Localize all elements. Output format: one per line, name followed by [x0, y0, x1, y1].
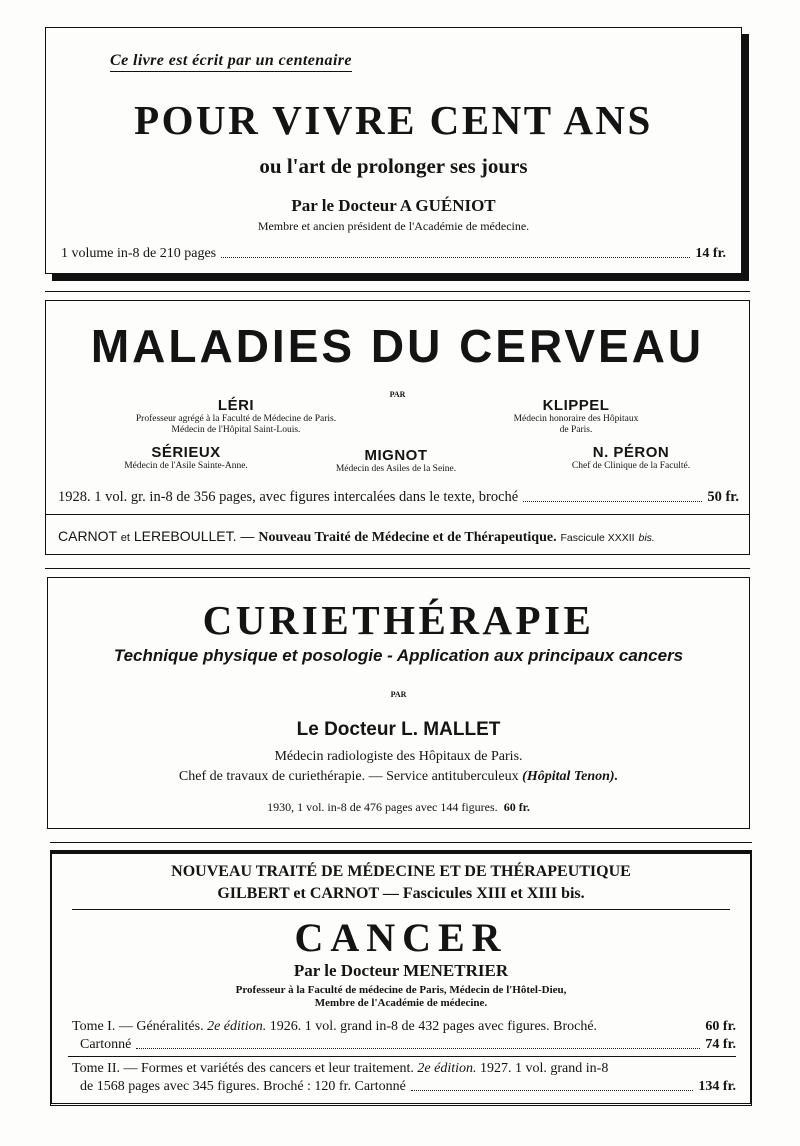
par-label: PAR	[389, 390, 406, 399]
series-title: Nouveau Traité de Médecine et de Thérapeutique.	[258, 530, 557, 545]
author-serieux	[86, 444, 286, 472]
ad-curietherapie	[47, 577, 750, 829]
author-desc: Médecin de l'Hôpital Saint-Louis.	[171, 425, 301, 435]
author-desc: Médecin honoraire des Hôpitaux	[513, 414, 639, 424]
separator-rule	[45, 568, 750, 569]
dot-leader	[136, 1037, 700, 1049]
book-subtitle: Technique physique et posologie - Application aux principaux cancers	[113, 646, 684, 665]
series-editor: CARNOT	[58, 528, 117, 544]
publication-info	[58, 489, 739, 506]
par-label: PAR	[390, 690, 407, 699]
author-name: LÉRI	[217, 397, 255, 414]
author-leri	[86, 397, 386, 436]
author-desc: Professeur agrégé à la Faculté de Médecine de Paris.	[135, 414, 337, 424]
author-name: SÉRIEUX	[151, 444, 221, 461]
price: 60 fr.	[705, 1019, 736, 1034]
publication-info	[48, 800, 749, 815]
author-credential	[48, 769, 749, 785]
book-subtitle: ou l'art de prolonger ses jours	[259, 154, 528, 178]
binding-label: Cartonné	[80, 1037, 132, 1052]
author-credential: Professeur à la Faculté de médecine de Paris, Médecin de l'Hôtel-Dieu,	[235, 984, 567, 996]
author-klippel	[466, 397, 686, 436]
author-name: MIGNOT	[364, 447, 428, 464]
publication-text: 1930, 1 vol. in-8 de 476 pages avec 144 figures.	[267, 800, 498, 814]
divider-rule	[72, 909, 730, 910]
publication-text: 1928. 1 vol. gr. in-8 de 356 pages, avec figures intercalées dans le texte, broché	[58, 489, 519, 505]
book-title: POUR VIVRE CENT ANS	[134, 97, 653, 143]
series-title: NOUVEAU TRAITÉ DE MÉDECINE ET DE THÉRAPEUTIQUE	[171, 863, 631, 880]
edition: 2e édition.	[417, 1061, 477, 1076]
author-line: Par le Docteur A GUÉNIOT	[291, 196, 496, 215]
price: 14 fr.	[695, 246, 726, 261]
author-name: N. PÉRON	[592, 444, 670, 461]
dot-leader	[221, 246, 690, 258]
author-peron	[536, 444, 726, 472]
author-line: Le Docteur L. MALLET	[296, 719, 501, 740]
tome1-cartonne-line	[72, 1037, 736, 1053]
series-line	[58, 528, 743, 546]
author-desc: Chef de Clinique de la Faculté.	[571, 461, 691, 471]
edition: 2e édition.	[207, 1019, 267, 1034]
credential-text: Chef de travaux de curiethérapie. — Service antituberculeux	[178, 769, 519, 784]
tome2-line	[72, 1061, 736, 1077]
tome-label: Tome I. — Généralités.	[72, 1019, 204, 1034]
separator-rule	[45, 291, 750, 292]
book-title: MALADIES DU CERVEAU	[90, 320, 705, 372]
author-credential: Médecin radiologiste des Hôpitaux de Paris.	[274, 749, 523, 764]
ad-maladies-du-cerveau	[45, 300, 750, 555]
divider-rule	[68, 1056, 736, 1057]
author-desc: Médecin de l'Asile Sainte-Anne.	[124, 461, 248, 471]
hospital-name: (Hôpital Tenon).	[522, 769, 619, 784]
tome1-line	[72, 1019, 736, 1035]
series-bis: bis.	[638, 532, 655, 544]
series-fascicle: Fascicule XXXII	[560, 532, 635, 544]
series-conjunction: et	[120, 532, 130, 544]
ad-cancer	[50, 850, 752, 1106]
divider-rule	[46, 514, 749, 515]
separator-rule	[50, 842, 752, 843]
ad-pour-vivre-cent-ans	[45, 27, 742, 274]
series-editors: GILBERT et CARNOT — Fascicules XIII et XIII bis.	[217, 885, 585, 902]
book-title: CURIETHÉRAPIE	[202, 597, 595, 643]
author-desc: de Paris.	[559, 425, 593, 435]
tome-details: de 1568 pages avec 345 figures. Broché : 120 fr. Cartonné	[80, 1079, 406, 1094]
price: 60 fr.	[503, 800, 530, 814]
price: 50 fr.	[707, 489, 739, 505]
author-mignot	[306, 447, 486, 475]
tome-details: 1927. 1 vol. grand in-8	[480, 1061, 609, 1076]
price: 74 fr.	[705, 1037, 736, 1052]
dot-leader	[523, 489, 702, 502]
author-name: KLIPPEL	[542, 397, 610, 414]
tome-label: Tome II. — Formes et variétés des cancers et leur traitement.	[72, 1061, 414, 1076]
tome-details: 1926. 1 vol. grand in-8 de 432 pages avec figures. Broché.	[269, 1019, 598, 1034]
author-line: Par le Docteur MENETRIER	[293, 961, 509, 980]
price: 134 fr.	[698, 1079, 736, 1094]
publication-info	[61, 246, 726, 262]
author-credential: Membre et ancien président de l'Académie de médecine.	[257, 219, 530, 233]
dot-leader	[411, 1079, 694, 1091]
series-editor: LEREBOULLET. —	[133, 528, 255, 544]
author-desc: Médecin des Asiles de la Seine.	[335, 464, 457, 474]
publication-text: 1 volume in-8 de 210 pages	[61, 246, 217, 261]
tome2-line2	[72, 1079, 736, 1095]
book-title: CANCER	[294, 915, 508, 960]
author-credential: Membre de l'Académie de médecine.	[314, 997, 488, 1009]
centenarian-banner: Ce livre est écrit par un centenaire	[110, 52, 352, 72]
